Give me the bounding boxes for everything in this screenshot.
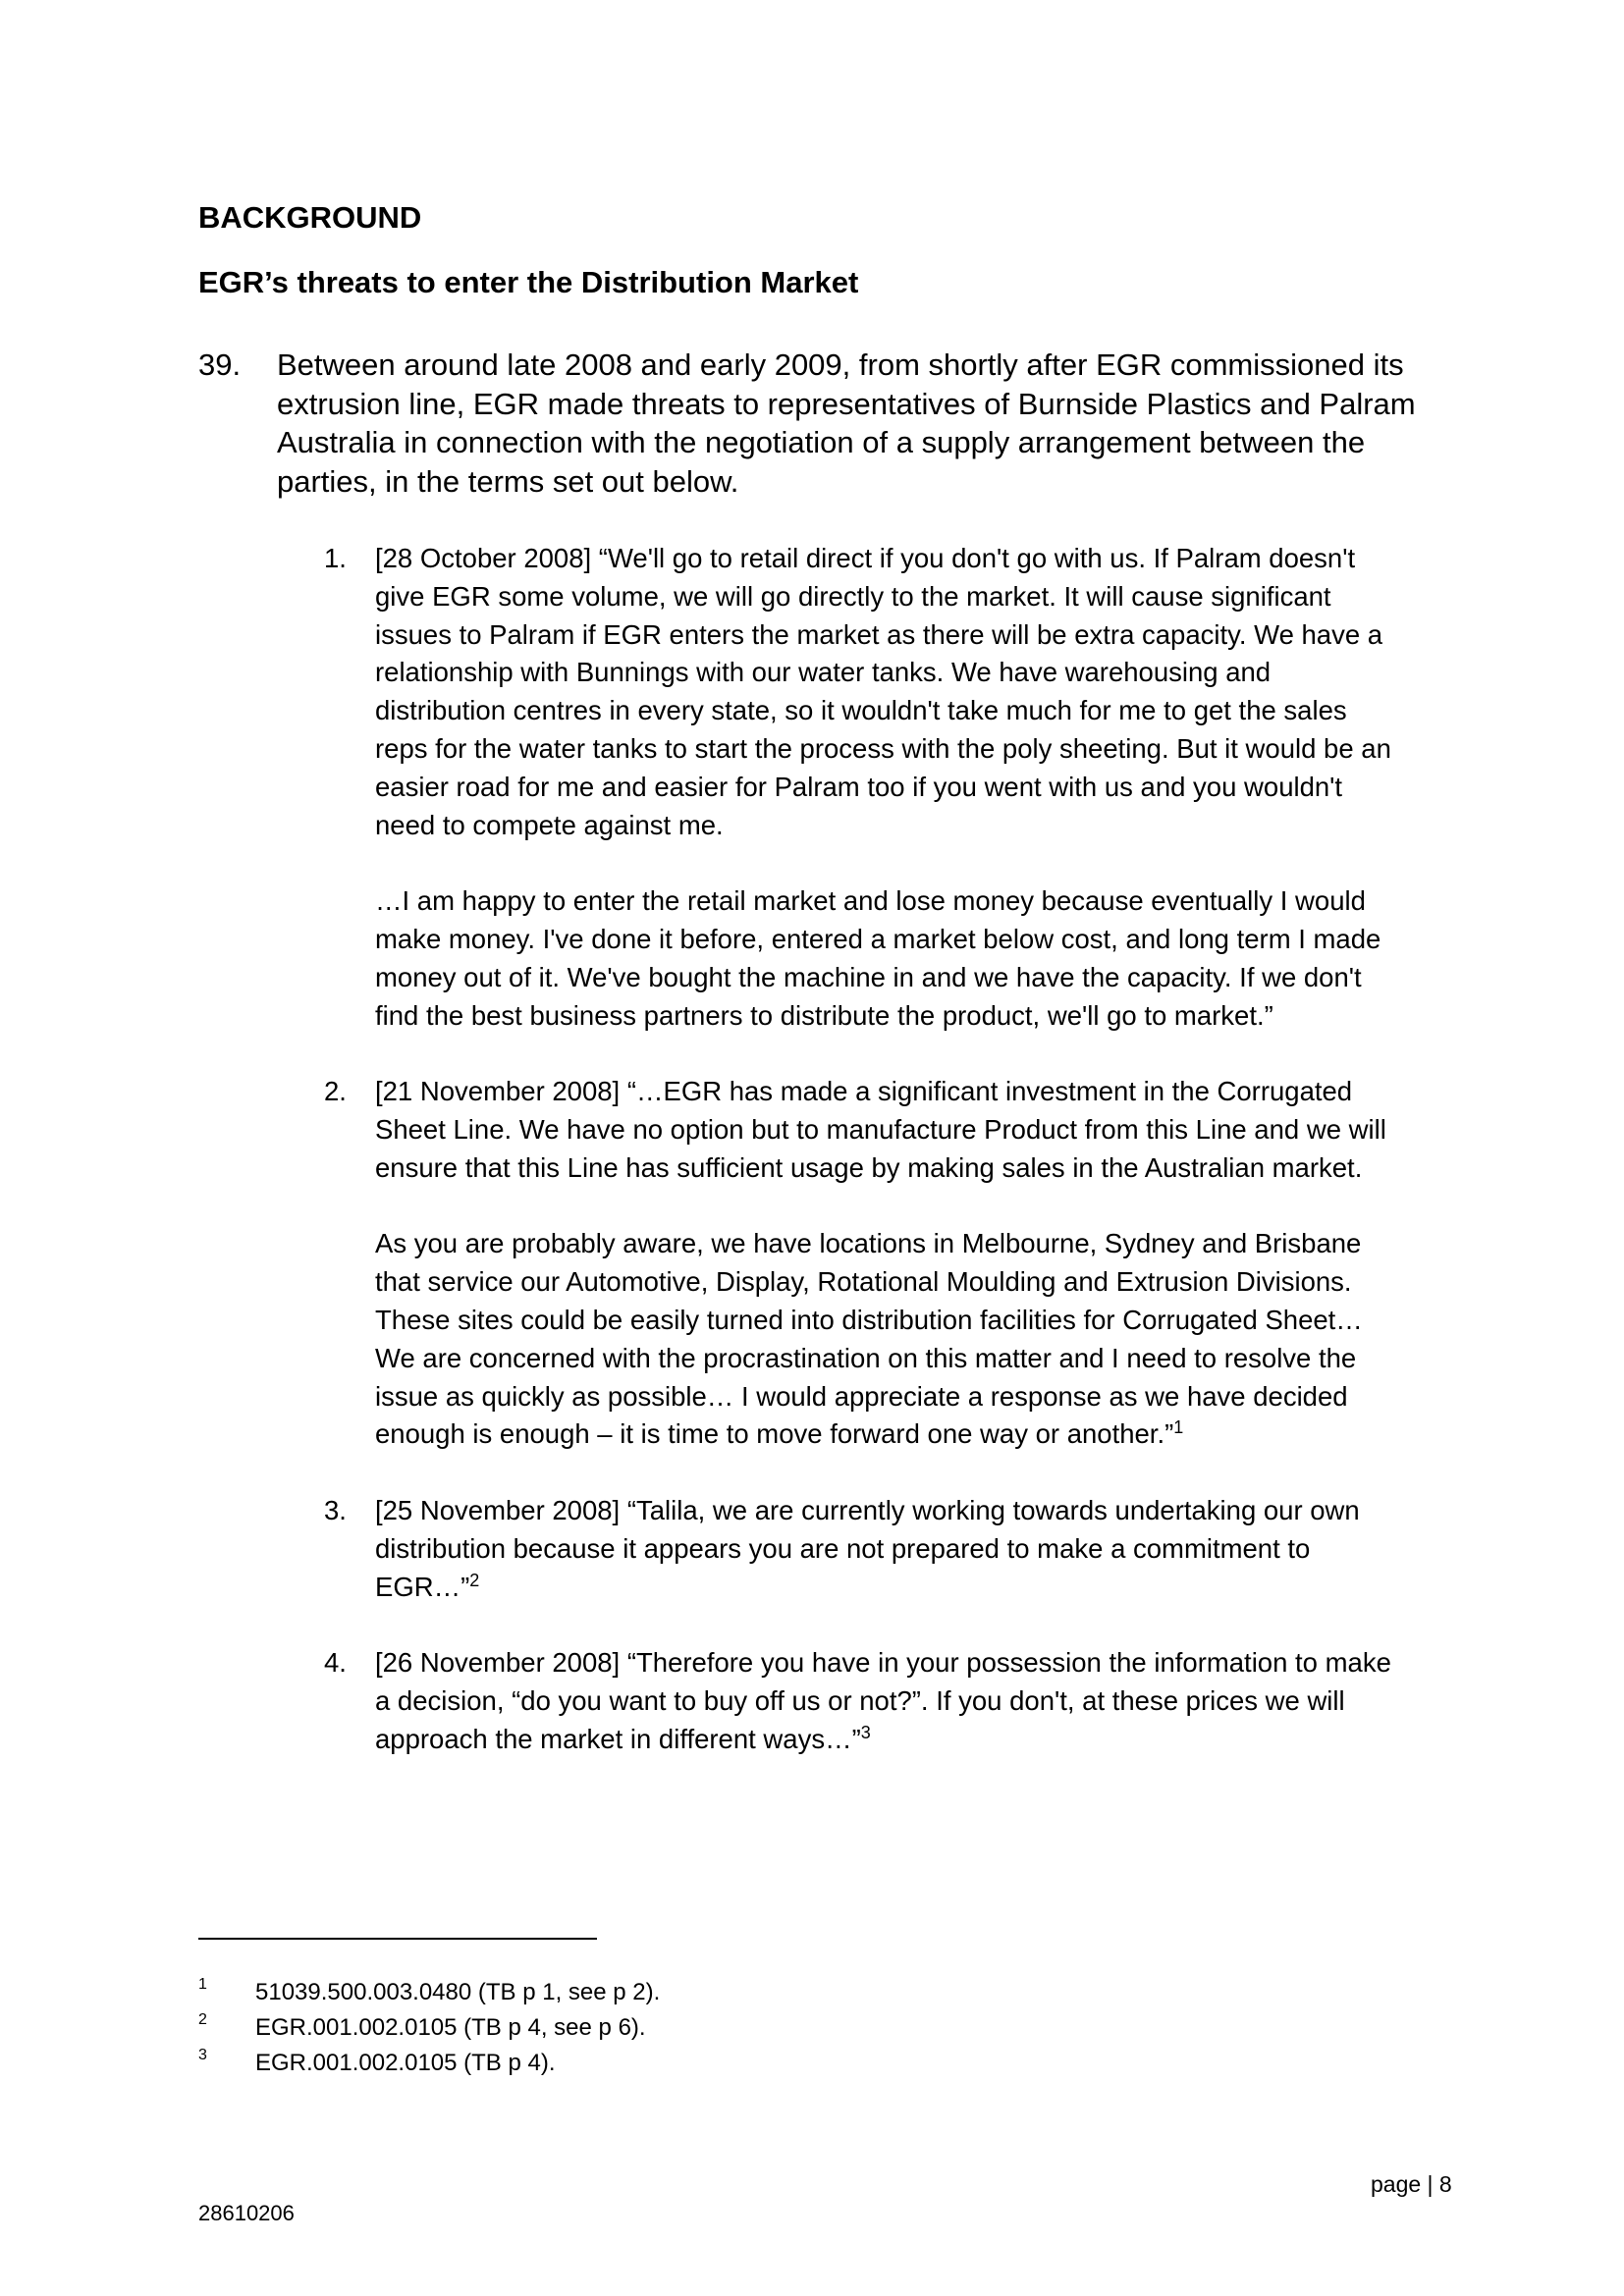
paragraph-number: 39. — [198, 347, 242, 382]
quote-paragraph: …I am happy to enter the retail market and lose money because eventually I would make money. I've done it before, entered a market below cost, and long term I made money out of it. We've bought the machine in and we have the capacity. If we don't find the best business partners to distribute the product, we'll go to market.” — [375, 885, 1381, 1031]
footnote-number: 2 — [198, 2011, 207, 2028]
section-subheading: EGR’s threats to enter the Distribution Market — [198, 265, 859, 299]
quote-text: [26 November 2008] “Therefore you have in your possession the information to make a decision, “do you want to buy off us or not?”. If you don't, at these prices we will approach the market in different ways…” — [375, 1647, 1391, 1754]
quote-text: As you are probably aware, we have locations in Melbourne, Sydney and Brisbane that service our Automotive, Display, Rotational Moulding and Extrusion Divisions. These sites could be easily turned into distribution facilities for Corrugated Sheet… We are concerned with the procrastination on this matter and I need to resolve the issue as quickly as possible… I would appreciate a response as we have decided enough is enough – it is time to move forward one way or another.” — [375, 1228, 1363, 1450]
footnote-reference[interactable]: 2 — [469, 1570, 480, 1590]
footnote — [198, 1975, 1377, 2010]
paragraph-39 — [198, 346, 1416, 501]
quote-paragraph — [375, 1644, 1394, 1758]
quote-paragraph: [28 October 2008] “We'll go to retail direct if you don't go with us. If Palram doesn't give EGR some volume, we will go directly to the market. It will cause significant issues to Palram if EGR enters the market as there will be extra capacity. We have a relationship with Bunnings with our water tanks. We have warehousing and distribution centres in every state, so it wouldn't take much for me to get the sales reps for the water tanks to start the process with the poly sheeting. But it would be an easier road for me and easier for Palram too if you went with us and you wouldn't need to compete against me. — [375, 543, 1391, 840]
list-item-number: 2. — [324, 1076, 347, 1107]
footnote-number: 1 — [198, 1976, 207, 1993]
section-heading: BACKGROUND — [198, 200, 422, 235]
footnote-text: 51039.500.003.0480 (TB p 1, see p 2). — [255, 1979, 661, 2005]
quote-paragraph — [375, 1492, 1394, 1606]
footnote-reference[interactable]: 3 — [860, 1722, 871, 1742]
list-item — [324, 1073, 1394, 1454]
footnote-text: EGR.001.002.0105 (TB p 4). — [255, 2050, 556, 2076]
list-item-number: 3. — [324, 1494, 347, 1525]
list-item — [324, 1492, 1394, 1606]
list-item — [324, 540, 1394, 1035]
quote-paragraph: [21 November 2008] “…EGR has made a significant investment in the Corrugated Sheet Line. We have no option but to manufacture Product from this Line and we will ensure that this Line has sufficient usage by making sales in the Australian market. — [375, 1076, 1386, 1183]
quote-text: [25 November 2008] “Talila, we are currently working towards undertaking our own distribution because it appears you are not prepared to make a commitment to EGR…” — [375, 1494, 1360, 1602]
footnote — [198, 2046, 1377, 2081]
footnote-reference[interactable]: 1 — [1173, 1417, 1184, 1438]
document-id: 28610206 — [198, 2201, 295, 2225]
list-item — [324, 1644, 1394, 1758]
paragraph-text: Between around late 2008 and early 2009, from shortly after EGR commissioned its extrusion line, EGR made threats to representatives of Burnside Plastics and Palram Australia in connection with the negotiation of a supply arrangement between the parties, in the terms set out below. — [277, 347, 1416, 499]
footnote-number: 3 — [198, 2047, 207, 2063]
quote-paragraph — [375, 1225, 1394, 1454]
quoted-threats-list — [324, 540, 1394, 1796]
list-item-number: 1. — [324, 543, 347, 573]
page-number: page | 8 — [1371, 2171, 1452, 2197]
list-item-number: 4. — [324, 1647, 347, 1679]
footnotes — [198, 1975, 1377, 2081]
footnote-divider — [198, 1938, 597, 1940]
footnote-text: EGR.001.002.0105 (TB p 4, see p 6). — [255, 2014, 646, 2041]
footnote — [198, 2010, 1377, 2046]
